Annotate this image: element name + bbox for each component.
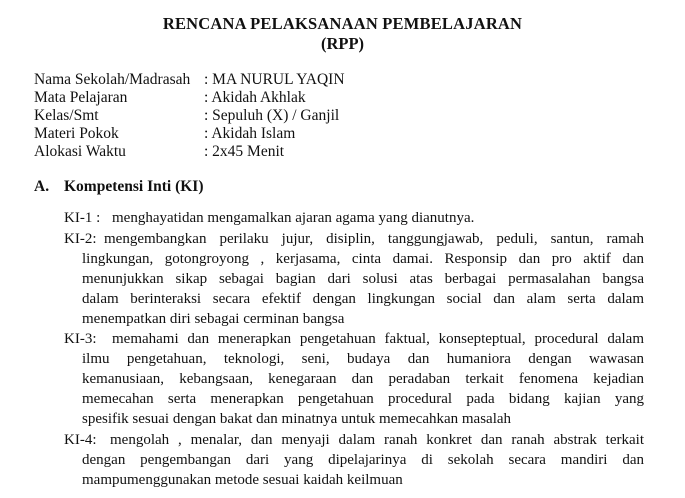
ki-line: memahami dan menerapkan pengetahuan faktual, konsepteptual, procedural dalam	[112, 331, 644, 347]
document-subtitle: (RPP)	[320, 34, 365, 53]
identity-value: : 2x45 Menit	[204, 143, 285, 160]
ki-text	[110, 430, 644, 450]
ki-text	[112, 208, 532, 228]
ki-line: memecahan serta menerapkan pengetahuan procedural pada bidang kajian yang	[82, 391, 644, 407]
ki-label: KI-3:	[64, 331, 97, 347]
section-heading	[34, 178, 204, 196]
ki-line: spesifik sesuai dengan bakat dan minatnya untuk memecahkan masalah	[82, 411, 512, 427]
ki-line: menempatkan diri sebagai cerminan bangsa	[82, 311, 345, 327]
ki-label: KI-4:	[64, 432, 97, 448]
ki-line: ilmu pengetahuan, teknologi, seni, budaya dan humaniora dengan wawasan	[82, 351, 644, 367]
ki-line: menghayatidan mengamalkan ajaran agama yang dianutnya.	[112, 210, 475, 226]
identity-row	[34, 106, 339, 126]
ki-text	[82, 450, 644, 490]
identity-label: Nama Sekolah/Madrasah	[34, 71, 191, 88]
identity-value: : Sepuluh (X) / Ganjil	[204, 107, 340, 124]
identity-value: : MA NURUL YAQIN	[204, 71, 345, 88]
ki-text	[82, 349, 644, 429]
document-title: RENCANA PELAKSANAAN PEMBELAJARAN	[162, 14, 523, 33]
ki-text	[82, 249, 644, 329]
section-letter: A.	[34, 178, 50, 195]
ki-line: mengembangkan perilaku jujur, disiplin, tanggungjawab, peduli, santun, ramah	[104, 231, 644, 247]
identity-value: : Akidah Islam	[204, 125, 296, 142]
ki-text	[112, 329, 644, 349]
identity-label: Kelas/Smt	[34, 107, 99, 124]
ki-line: dalam berinteraksi secara efektif dengan lingkungan social dan alam serta dalam	[82, 291, 644, 307]
ki-line: dengan pengembangan dari yang dipelajarinya di sekolah secara mandiri dan	[82, 452, 644, 468]
identity-value: : Akidah Akhlak	[204, 89, 306, 106]
section-title: Kompetensi Inti (KI)	[64, 178, 204, 195]
ki-line: mengolah , menalar, dan menyaji dalam ranah konkret dan ranah abstrak terkait	[110, 432, 644, 448]
ki-line: mampumenggunakan metode sesuai kaidah keilmuan	[82, 472, 403, 488]
identity-row	[34, 88, 306, 108]
identity-row	[34, 70, 345, 90]
ki-label: KI-1 :	[64, 210, 101, 226]
identity-label: Alokasi Waktu	[34, 143, 126, 160]
ki-label: KI-2:	[64, 231, 97, 247]
identity-label: Materi Pokok	[34, 125, 119, 142]
identity-row	[34, 142, 284, 162]
ki-line: menunjukkan sikap sebagai bagian dari solusi atas berbagai permasalahan bangsa	[82, 271, 644, 287]
ki-line: lingkungan, gotongroyong , kerjasama, cinta damai. Responsip dan pro aktif dan	[82, 251, 644, 267]
identity-label: Mata Pelajaran	[34, 89, 128, 106]
ki-text	[104, 229, 644, 249]
ki-line: kemanusiaan, kebangsaan, kenegaraan dan peradaban terkait fenomena kejadian	[82, 371, 644, 387]
identity-row	[34, 124, 295, 144]
